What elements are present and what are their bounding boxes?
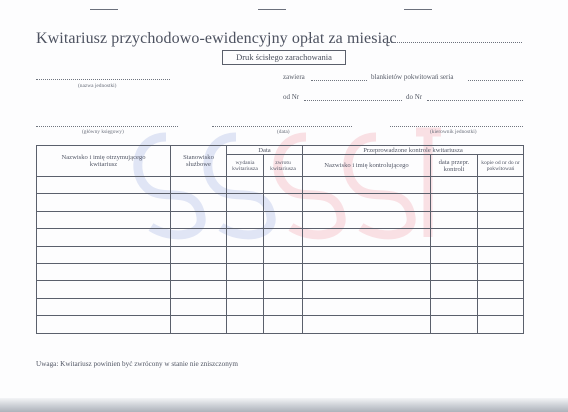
receipt-register-table <box>36 145 524 334</box>
table-cell[interactable] <box>37 211 171 228</box>
table-cell[interactable] <box>264 177 303 194</box>
table-cell[interactable] <box>37 177 171 194</box>
table-row <box>37 246 524 263</box>
table-cell[interactable] <box>431 263 478 280</box>
table-row <box>37 211 524 228</box>
header-issue-date: wydania kwitariusza <box>227 155 264 177</box>
to-number-label: do Nr <box>406 93 423 101</box>
from-number-label: od Nr <box>283 93 300 101</box>
table-cell[interactable] <box>303 229 431 246</box>
table-cell[interactable] <box>264 194 303 211</box>
table-cell[interactable] <box>227 229 264 246</box>
table-cell[interactable] <box>303 281 431 298</box>
table-cell[interactable] <box>303 298 431 315</box>
table-cell[interactable] <box>478 194 524 211</box>
header-controller-name: Nazwisko i imię kontrolującego <box>303 155 431 177</box>
table-cell[interactable] <box>171 298 227 315</box>
chief-accountant-caption: (główny księgowy) <box>82 129 124 135</box>
table-cell[interactable] <box>171 211 227 228</box>
perforation-mark <box>90 9 118 10</box>
header-recipient-name: Nazwisko i imię otrzymującego kwitariusz <box>37 146 171 177</box>
table-cell[interactable] <box>478 177 524 194</box>
series-line <box>468 80 523 81</box>
date-caption: (data) <box>277 129 290 135</box>
table-cell[interactable] <box>264 246 303 263</box>
table-cell[interactable] <box>431 211 478 228</box>
table-cell[interactable] <box>227 263 264 280</box>
table-cell[interactable] <box>227 316 264 333</box>
contains-count-line <box>311 80 367 81</box>
table-cell[interactable] <box>478 316 524 333</box>
unit-name-line <box>36 79 170 80</box>
table-cell[interactable] <box>171 194 227 211</box>
table-cell[interactable] <box>171 316 227 333</box>
table-cell[interactable] <box>303 246 431 263</box>
strict-control-stamp: Druk ścisłego zarachowania <box>222 50 346 65</box>
header-controls-group: Przeprowadzone kontrole kwitariusza <box>303 146 524 155</box>
table-row <box>37 316 524 333</box>
month-fill-line <box>388 36 522 43</box>
table-cell[interactable] <box>431 281 478 298</box>
table-cell[interactable] <box>478 229 524 246</box>
header-date-group: Data <box>227 146 303 155</box>
table-cell[interactable] <box>227 194 264 211</box>
page-edge-shadow <box>0 398 568 412</box>
table-cell[interactable] <box>37 316 171 333</box>
unit-head-caption: (kierownik jednostki) <box>430 129 477 135</box>
table-cell[interactable] <box>227 246 264 263</box>
table-cell[interactable] <box>303 177 431 194</box>
table-cell[interactable] <box>37 281 171 298</box>
unit-head-line <box>390 126 523 127</box>
table-cell[interactable] <box>303 316 431 333</box>
table-row <box>37 263 524 280</box>
header-return-date: zwrotu kwitariusza <box>264 155 303 177</box>
table-cell[interactable] <box>37 263 171 280</box>
table-cell[interactable] <box>264 316 303 333</box>
table-cell[interactable] <box>264 211 303 228</box>
table-cell[interactable] <box>478 246 524 263</box>
table-cell[interactable] <box>431 298 478 315</box>
date-line <box>212 126 352 127</box>
table-cell[interactable] <box>37 194 171 211</box>
table-cell[interactable] <box>478 281 524 298</box>
table-cell[interactable] <box>171 177 227 194</box>
table-cell[interactable] <box>37 246 171 263</box>
table-cell[interactable] <box>37 229 171 246</box>
table-cell[interactable] <box>227 281 264 298</box>
form-title: Kwitariusz przychodowo-ewidencyjny opłat za miesiąc <box>36 30 397 47</box>
table-cell[interactable] <box>431 246 478 263</box>
table-cell[interactable] <box>478 211 524 228</box>
table-row <box>37 194 524 211</box>
chief-accountant-line <box>36 126 178 127</box>
table-cell[interactable] <box>431 316 478 333</box>
table-row <box>37 281 524 298</box>
table-cell[interactable] <box>431 194 478 211</box>
table-cell[interactable] <box>171 229 227 246</box>
table-cell[interactable] <box>171 246 227 263</box>
contains-label: zawiera <box>283 73 305 81</box>
from-number-line <box>304 100 402 101</box>
table-cell[interactable] <box>303 194 431 211</box>
unit-name-caption: (nazwa jednostki) <box>78 83 117 89</box>
perforation-mark <box>258 9 286 10</box>
table-cell[interactable] <box>264 298 303 315</box>
table-body <box>37 177 524 334</box>
perforation-mark <box>404 9 432 10</box>
table-row <box>37 298 524 315</box>
table-cell[interactable] <box>264 229 303 246</box>
table-cell[interactable] <box>227 298 264 315</box>
header-copies-range: kopie od nr do nr pokwitowań <box>478 155 524 177</box>
table-cell[interactable] <box>303 211 431 228</box>
table-cell[interactable] <box>264 281 303 298</box>
table-cell[interactable] <box>431 177 478 194</box>
table-row <box>37 177 524 194</box>
table-cell[interactable] <box>171 263 227 280</box>
table-cell[interactable] <box>227 211 264 228</box>
table-cell[interactable] <box>431 229 478 246</box>
header-control-date: data przepr. kontroli <box>431 155 478 177</box>
table-cell[interactable] <box>303 263 431 280</box>
header-position: Stanowisko służbowe <box>171 146 227 177</box>
table-row <box>37 229 524 246</box>
table-cell[interactable] <box>37 298 171 315</box>
footnote: Uwaga: Kwitariusz powinien być zwrócony w stanie nie zniszczonym <box>36 360 238 368</box>
table-cell[interactable] <box>478 298 524 315</box>
table-cell[interactable] <box>227 177 264 194</box>
table-cell[interactable] <box>264 263 303 280</box>
to-number-line <box>427 100 523 101</box>
blanks-series-label: blankietów pokwitowań seria <box>371 73 454 81</box>
table-cell[interactable] <box>478 263 524 280</box>
table-cell[interactable] <box>171 281 227 298</box>
